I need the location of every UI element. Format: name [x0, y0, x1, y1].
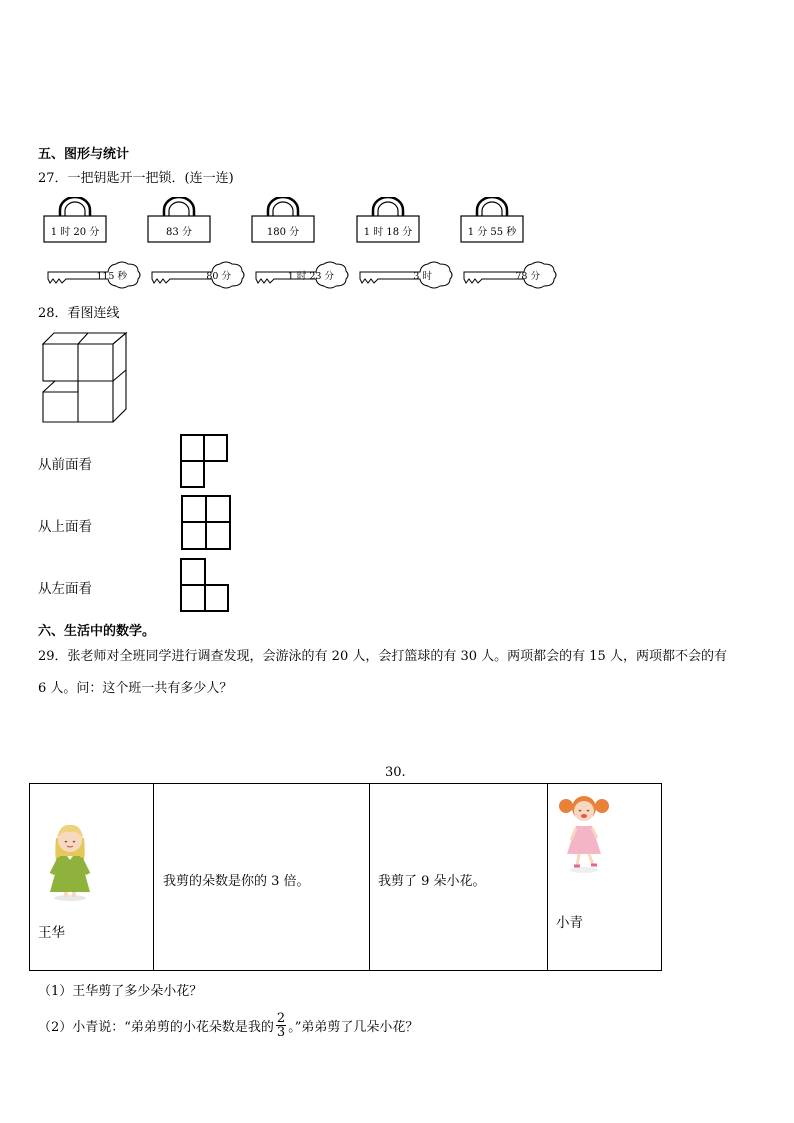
sub2-text-before: （2）小青说：“弟弟剪的小花朵数是我的 — [38, 1020, 274, 1035]
key-3 — [254, 260, 350, 290]
top-view-grid — [181, 495, 231, 550]
section-heading-6: 六、生活中的数学。 — [38, 624, 156, 639]
cell-wanghua — [30, 784, 154, 971]
key-label: 3 时 — [413, 271, 432, 282]
lock-label: 1 分 55 秒 — [467, 227, 517, 238]
fraction-denominator: 3 — [276, 1025, 286, 1040]
speech-left-text: 我剪的朵数是你的 3 倍。 — [163, 874, 310, 889]
key-label: 115 秒 — [96, 271, 127, 282]
question-29-line1: 29．张老师对全班同学进行调查发现，会游泳的有 20 人，会打篮球的有 30 人。两项都会的有 15 人，两项都不会的有 — [38, 649, 727, 664]
girl-green-dress-icon — [40, 818, 100, 902]
sub2-text-after: 。”弟弟剪了几朵小花？ — [288, 1020, 419, 1035]
question-29-line2: 6 人。问：这个班一共有多少人？ — [38, 681, 233, 696]
key-2 — [150, 260, 246, 290]
question-30-sub1: （1）王华剪了多少朵小花？ — [38, 984, 203, 999]
fraction-numerator: 2 — [276, 1011, 286, 1026]
lock-1 — [43, 197, 107, 243]
lock-label: 1 时 18 分 — [363, 227, 413, 238]
view-label-left: 从左面看 — [38, 581, 92, 597]
key-5 — [462, 260, 558, 290]
question-30-table — [29, 783, 662, 971]
question-27-text: 27．一把钥匙开一把锁．(连一连) — [38, 171, 234, 186]
question-30-sub2 — [38, 1012, 418, 1039]
wanghua-name: 王华 — [38, 925, 65, 941]
left-view-grid — [180, 558, 229, 612]
lock-5 — [460, 197, 524, 243]
key-1 — [46, 260, 142, 290]
lock-3 — [251, 197, 315, 243]
cell-xiaoqing — [548, 784, 662, 971]
front-view-grid — [180, 434, 228, 488]
question-30-number: 30. — [385, 765, 406, 780]
lock-2 — [147, 197, 211, 243]
key-label: 1 时 23 分 — [287, 271, 334, 282]
lock-4 — [356, 197, 420, 243]
cell-speech-right — [370, 784, 548, 971]
xiaoqing-name: 小青 — [556, 915, 583, 931]
view-label-front: 从前面看 — [38, 457, 92, 473]
view-label-top: 从上面看 — [38, 519, 92, 535]
girl-pink-dress-icon — [557, 790, 611, 874]
lock-label: 180 分 — [266, 227, 300, 238]
key-4 — [358, 260, 454, 290]
key-label: 80 分 — [206, 271, 231, 282]
lock-label: 1 时 20 分 — [50, 227, 100, 238]
fraction — [276, 1012, 286, 1039]
section-heading-5: 五、图形与统计 — [38, 147, 130, 162]
key-label: 78 分 — [515, 271, 540, 282]
lock-label: 83 分 — [166, 227, 192, 238]
question-28-text: 28．看图连线 — [38, 306, 120, 321]
speech-right-text: 我剪了 9 朵小花。 — [378, 874, 486, 889]
cell-speech-left — [154, 784, 370, 971]
cube-figure — [38, 328, 130, 426]
